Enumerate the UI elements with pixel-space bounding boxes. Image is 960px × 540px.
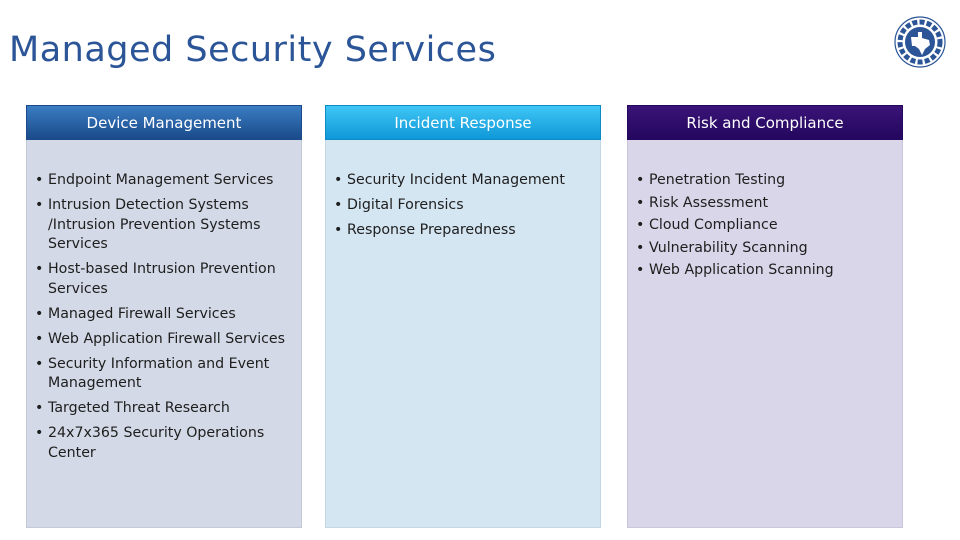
list-item: • Web Application Scanning bbox=[636, 261, 896, 281]
list-item: • Cloud Compliance bbox=[636, 216, 896, 236]
column-header: Device Management bbox=[26, 105, 302, 140]
column-body bbox=[325, 140, 601, 528]
column-body bbox=[627, 140, 903, 528]
list-item: • Digital Forensics bbox=[334, 196, 594, 216]
list-item: • Targeted Threat Research bbox=[35, 399, 295, 419]
texas-seal-icon bbox=[893, 15, 947, 69]
list-item: • Vulnerability Scanning bbox=[636, 239, 896, 259]
list-item: • Risk Assessment bbox=[636, 194, 896, 214]
list-item: • 24x7x365 Security Operations Center bbox=[35, 424, 295, 463]
list-item: • Managed Firewall Services bbox=[35, 305, 295, 325]
column-header: Risk and Compliance bbox=[627, 105, 903, 140]
bullet-list bbox=[35, 171, 295, 463]
list-item: • Endpoint Management Services bbox=[35, 171, 295, 191]
column-device-management bbox=[26, 105, 302, 528]
bullet-list bbox=[334, 171, 594, 241]
column-risk-and-compliance bbox=[627, 105, 903, 528]
column-header: Incident Response bbox=[325, 105, 601, 140]
list-item: • Intrusion Detection Systems /Intrusion Prevention Systems Services bbox=[35, 196, 295, 255]
bullet-list bbox=[636, 171, 896, 281]
list-item: • Penetration Testing bbox=[636, 171, 896, 191]
list-item: • Security Information and Event Management bbox=[35, 355, 295, 394]
list-item: • Host-based Intrusion Prevention Services bbox=[35, 260, 295, 299]
list-item: • Security Incident Management bbox=[334, 171, 594, 191]
column-body bbox=[26, 140, 302, 528]
page-title: Managed Security Services bbox=[9, 30, 497, 70]
list-item: • Web Application Firewall Services bbox=[35, 330, 295, 350]
list-item: • Response Preparedness bbox=[334, 221, 594, 241]
column-incident-response bbox=[325, 105, 601, 528]
